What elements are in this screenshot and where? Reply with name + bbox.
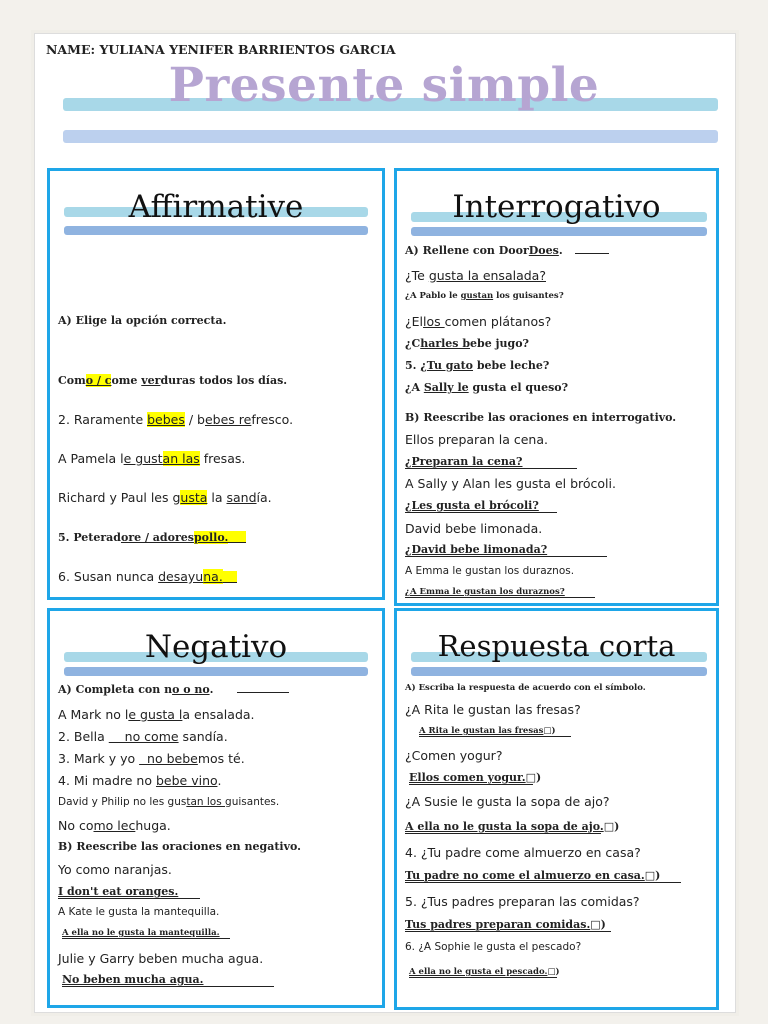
negativo-box <box>47 608 385 1008</box>
interrogativo-answer-2: ¿Les gusta el brócoli? <box>405 499 557 513</box>
respuesta-answer-3: A ella no le gusta la sopa de ajo.□) <box>405 820 620 833</box>
negativo-prompt-1: Yo como naranjas. <box>58 862 172 877</box>
affirmative-box <box>47 168 385 600</box>
negativo-line-4: 4. Mi madre no bebe vino. <box>58 773 222 788</box>
affirmative-line-5: 5. Peteradore / adorespollo. <box>58 531 246 544</box>
affirmative-title: Affirmative <box>128 189 304 225</box>
respuesta-answer-5: Tus padres preparan comidas.□) <box>405 918 611 932</box>
respuesta-answer-4: Tu padre no come el almuerzo en casa.□) <box>405 869 681 883</box>
student-name: NAME: YULIANA YENIFER BARRIENTOS GARCIA <box>46 42 396 57</box>
square-symbol-icon: □) <box>543 726 556 736</box>
interrogativo-answer-4: ¿A Emma le gustan los duraznos? <box>405 587 595 598</box>
negativo-prompt-3: Julie y Garry beben mucha agua. <box>58 951 264 966</box>
square-symbol-icon: □) <box>603 820 620 833</box>
respuesta-answer-6: A ella no le gusta el pescado.□) <box>409 967 560 977</box>
title-stripe-bottom <box>63 130 718 143</box>
affirmative-line-6: 6. Susan nunca desayuna. <box>58 569 237 584</box>
interrogativo-instruction-b: B) Reescribe las oraciones en interrogativo. <box>405 411 677 424</box>
interrogativo-line-5: 5. ¿Tu gato bebe leche? <box>405 359 550 372</box>
respuesta-answer-2: Ellos comen yogur.□) <box>409 771 542 784</box>
interrogativo-line-1: ¿Te gusta la ensalada? <box>405 268 546 283</box>
negativo-line-3: 3. Mark y yo no bebemos té. <box>58 751 245 766</box>
interrogativo-line-3: ¿Ellos comen plátanos? <box>405 314 552 329</box>
negativo-title: Negativo <box>144 629 288 665</box>
square-symbol-icon: □) <box>590 918 606 931</box>
interrogativo-answer-3: ¿David bebe limonada? <box>405 543 607 557</box>
negativo-prompt-2: A Kate le gusta la mantequilla. <box>58 906 220 918</box>
respuesta-title: Respuesta corta <box>437 629 676 663</box>
respuesta-instruction: A) Escriba la respuesta de acuerdo con el símbolo. <box>405 683 646 693</box>
interrogativo-line-6: ¿A Sally le gusta el queso? <box>405 381 569 394</box>
interrogativo-prompt-4: A Emma le gustan los duraznos. <box>405 565 575 577</box>
interrogativo-box <box>394 168 719 606</box>
negativo-line-6: No como lechuga. <box>58 818 171 833</box>
square-symbol-icon: □) <box>525 771 542 784</box>
interrogativo-line-2: ¿A Pablo le gustan los guisantes? <box>405 291 564 301</box>
page-title: Presente simple <box>168 58 600 113</box>
affirmative-line-1: Como / come verduras todos los días. <box>58 374 288 387</box>
interrogativo-stripe-bottom <box>411 227 707 236</box>
interrogativo-prompt-2: A Sally y Alan les gusta el brócoli. <box>405 476 616 491</box>
negativo-answer-3: No beben mucha agua. <box>62 973 274 987</box>
square-symbol-icon: □) <box>644 869 661 882</box>
respuesta-question-6: 6. ¿A Sophie le gusta el pescado? <box>405 941 582 953</box>
affirmative-line-2: 2. Raramente bebes / bebes refresco. <box>58 412 294 427</box>
negativo-stripe-bottom <box>64 667 368 676</box>
respuesta-answer-1: A Rita le gustan las fresas□) <box>419 726 571 737</box>
negativo-instruction-b: B) Reescribe las oraciones en negativo. <box>58 840 301 853</box>
respuesta-question-1: ¿A Rita le gustan las fresas? <box>405 702 581 717</box>
respuesta-corta-box <box>394 608 719 1010</box>
square-symbol-icon: □) <box>547 967 560 977</box>
respuesta-question-2: ¿Comen yogur? <box>405 748 503 763</box>
interrogativo-prompt-1: Ellos preparan la cena. <box>405 432 548 447</box>
interrogativo-prompt-3: David bebe limonada. <box>405 521 543 536</box>
negativo-line-5: David y Philip no les gustan los guisantes. <box>58 796 280 808</box>
interrogativo-line-4: ¿Charles bebe jugo? <box>405 337 529 350</box>
respuesta-question-4: 4. ¿Tu padre come almuerzo en casa? <box>405 845 641 860</box>
negativo-instruction-a: A) Completa con no o no. <box>58 682 289 696</box>
interrogativo-answer-1: ¿Preparan la cena? <box>405 455 577 469</box>
affirmative-instruction: A) Elige la opción correcta. <box>58 314 227 327</box>
negativo-answer-1: I don't eat oranges. <box>58 885 200 899</box>
affirmative-line-3: A Pamela le gustan las fresas. <box>58 451 246 466</box>
respuesta-stripe-bottom <box>411 667 707 676</box>
negativo-answer-2: A ella no le gusta la mantequilla. <box>62 928 230 939</box>
respuesta-question-5: 5. ¿Tus padres preparan las comidas? <box>405 894 640 909</box>
affirmative-line-4: Richard y Paul les gusta la sandía. <box>58 490 272 505</box>
negativo-line-1: A Mark no le gusta la ensalada. <box>58 707 255 722</box>
interrogativo-instruction-a: A) Rellene con DoorDoes. <box>405 243 609 257</box>
respuesta-question-3: ¿A Susie le gusta la sopa de ajo? <box>405 794 610 809</box>
interrogativo-title: Interrogativo <box>452 189 661 225</box>
affirmative-stripe-bottom <box>64 226 368 235</box>
negativo-line-2: 2. Bella no come sandía. <box>58 729 228 744</box>
